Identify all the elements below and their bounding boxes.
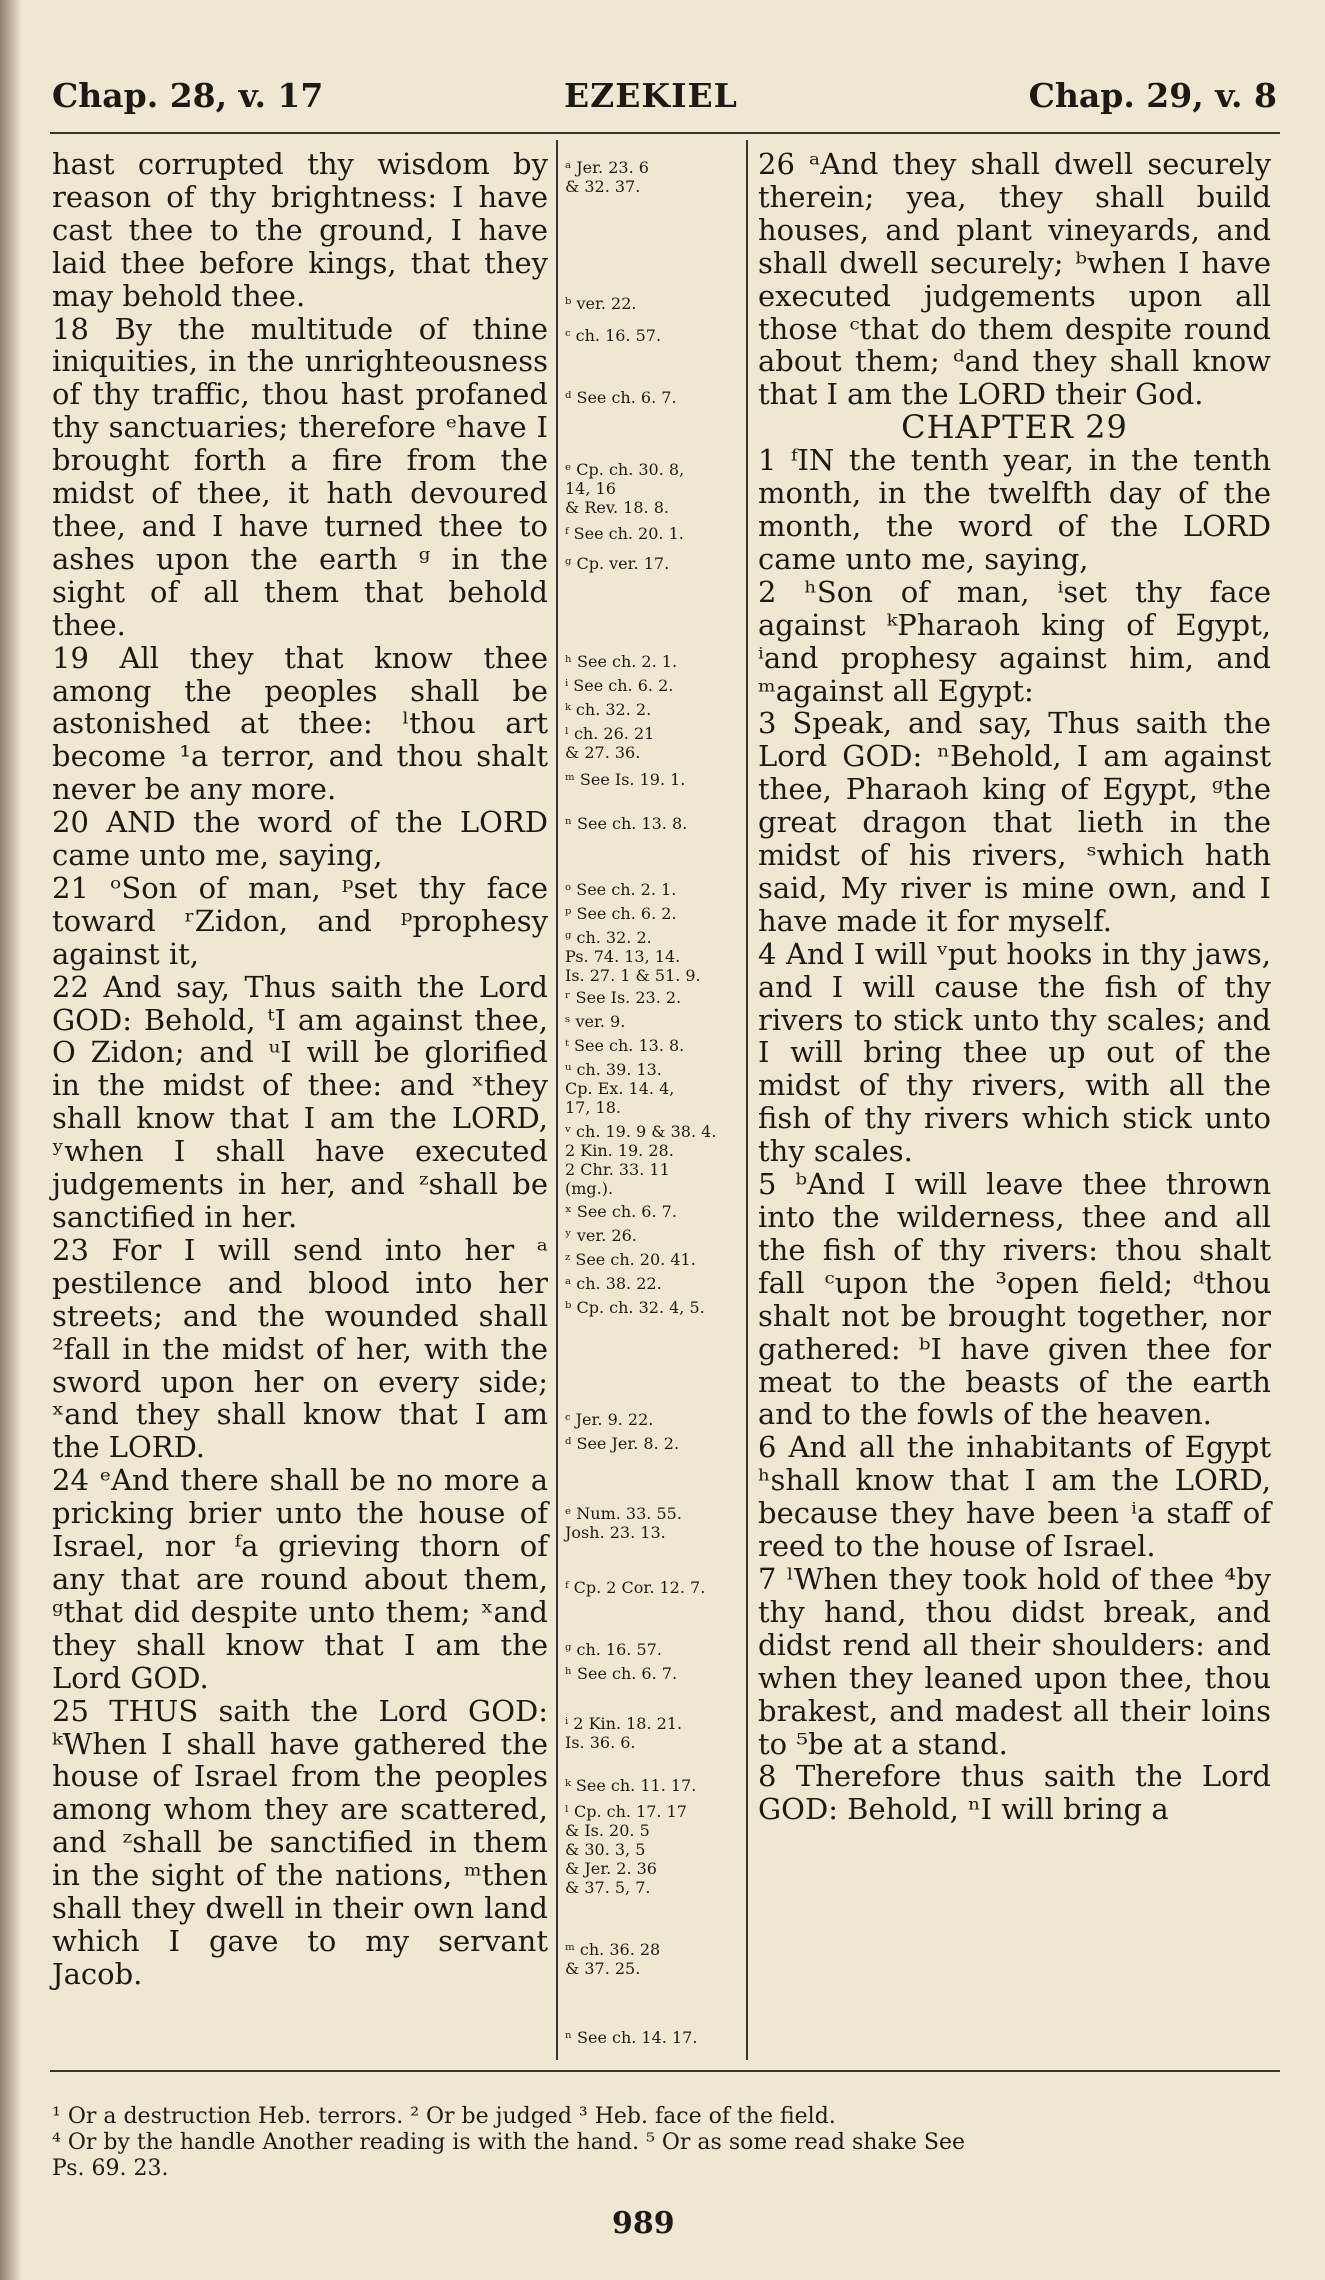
cross-reference-column (565, 148, 743, 2063)
verse-paragraph: 18 By the multitude of thine iniquities, in the unrighteousness of thy traffic, thou hast profaned thy sanctuaries; therefore ᵉhave I brought forth a fire from the midst of thee, it hath devoured thee, and I have turned thee to ashes upon the earth ᵍ in the sight of all them that behold thee. (52, 311, 548, 642)
verse-paragraph: 1 ᶠIN the tenth year, in the tenth month, in the twelfth day of the month, the word of the LORD came unto me, saying, (758, 443, 1271, 576)
cross-reference: ˣ See ch. 6. 7. (565, 1202, 677, 1221)
verse-paragraph: 7 ˡWhen they took hold of thee ⁴by thy hand, thou didst break, and didst rend all their shoulders: and when they leaned upon thee, thou brakest, and madest all their loins to ⁵be at a stand. (758, 1561, 1271, 1761)
cross-reference: ʰ See ch. 2. 1. (565, 652, 678, 671)
verse-paragraph: 3 Speak, and say, Thus saith the Lord GOD: ⁿBehold, I am against thee, Pharaoh king of Egypt, ᵍthe great dragon that lieth in the midst of his rivers, ˢwhich hath said, My river is mine own, and I have made it for myself. (758, 706, 1271, 938)
cross-reference: ᵈ See Jer. 8. 2. (565, 1434, 680, 1453)
cross-reference: ᵛ ch. 19. 9 & 38. 4. 2 Kin. 19. 28. 2 Chr. 33. 11 (mg.). (565, 1122, 717, 1198)
cross-reference: ˡ ch. 26. 21 & 27. 36. (565, 724, 655, 762)
verse-paragraph: 26 ᵃAnd they shall dwell securely therein; yea, they shall build houses, and plant vineyards, and shall dwell securely; ᵇwhen I have executed judgements upon all those ᶜthat do them despite round about them; ᵈand they shall know that I am the LORD their God. (758, 147, 1271, 412)
verse-paragraph: 20 AND the word of the LORD came unto me, saying, (52, 805, 548, 873)
footnote-line: ¹ Or a destruction Heb. terrors. ² Or be judged ³ Heb. face of the field. (52, 2104, 836, 2129)
cross-reference: ᵒ See ch. 2. 1. (565, 880, 677, 899)
header-book-title: EZEKIEL (564, 76, 738, 115)
cross-reference: ᵈ See ch. 6. 7. (565, 388, 677, 407)
cross-reference: ᵉ Num. 33. 55. Josh. 23. 13. (565, 1504, 682, 1542)
cross-reference: ⁱ See ch. 6. 2. (565, 676, 674, 695)
cross-reference: ᵏ See ch. 11. 17. (565, 1776, 697, 1795)
footnote-rule (50, 2070, 1280, 2072)
cross-reference: ˢ ver. 9. (565, 1012, 626, 1031)
cross-reference: ⁱ 2 Kin. 18. 21. Is. 36. 6. (565, 1714, 683, 1752)
cross-reference: ᶜ Jer. 9. 22. (565, 1410, 654, 1429)
cross-reference: ˡ Cp. ch. 17. 17 & Is. 20. 5 & 30. 3, 5 & Jer. 2. 36 & 37. 5, 7. (565, 1802, 687, 1897)
cross-reference: ᵍ Cp. ver. 17. (565, 554, 670, 573)
column-divider-right (746, 140, 748, 2060)
cross-reference: ᶻ See ch. 20. 41. (565, 1250, 696, 1269)
book-spine-shadow (0, 0, 22, 2280)
cross-reference: ⁿ See ch. 14. 17. (565, 2028, 698, 2047)
cross-reference: ᶠ Cp. 2 Cor. 12. 7. (565, 1578, 706, 1597)
cross-reference: ᶠ See ch. 20. 1. (565, 524, 684, 543)
cross-reference: ᵃ Jer. 23. 6 & 32. 37. (565, 158, 649, 196)
footnote-line: ⁴ Or by the handle Another reading is with the hand. ⁵ Or as some read shake See (52, 2130, 965, 2155)
footnote-line: Ps. 69. 23. (52, 2156, 169, 2181)
page-number: 989 (612, 2206, 675, 2241)
chapter-heading: CHAPTER 29 (901, 408, 1128, 447)
verse-paragraph: 5 ᵇAnd I will leave thee thrown into the wilderness, thee and all the fish of thy rivers: thou shalt fall ᶜupon the ³open field; ᵈthou shalt not be brought together, nor gathered: ᵇI have given thee for meat to the beasts of the earth and to the fowls of the heaven. (758, 1167, 1271, 1432)
verse-paragraph: 8 Therefore thus saith the Lord GOD: Behold, ⁿI will bring a (758, 1759, 1271, 1827)
cross-reference: ⁿ See ch. 13. 8. (565, 814, 688, 833)
cross-reference: ᵉ Cp. ch. 30. 8, 14, 16 & Rev. 18. 8. (565, 460, 685, 517)
cross-reference: ᵇ Cp. ch. 32. 4, 5. (565, 1298, 705, 1317)
cross-reference: ʳ See Is. 23. 2. (565, 988, 682, 1007)
cross-reference: ʰ See ch. 6. 7. (565, 1664, 678, 1683)
cross-reference: ᵐ ch. 36. 28 & 37. 25. (565, 1940, 661, 1978)
cross-reference: ʸ ver. 26. (565, 1226, 637, 1245)
left-text-column (52, 148, 548, 1991)
verse-paragraph: hast corrupted thy wisdom by reason of thy brightness: I have cast thee to the ground, I have laid thee before kings, that they may behold thee. (52, 147, 548, 313)
header-right: Chap. 29, v. 8 (1028, 76, 1277, 115)
verse-paragraph: 25 THUS saith the Lord GOD: ᵏWhen I shall have gathered the house of Israel from the peoples among whom they are scattered, and ᶻshall be sanctified in them in the sight of the nations, ᵐthen shall they dwell in their own land which I gave to my servant Jacob. (52, 1693, 548, 1991)
footnotes (52, 2104, 1277, 2182)
verse-paragraph: 2 ʰSon of man, ⁱset thy face against ᵏPharaoh king of Egypt, ⁱand prophesy against him, and ᵐagainst all Egypt: (758, 574, 1271, 708)
cross-reference: ᵏ ch. 32. 2. (565, 700, 652, 719)
cross-reference: ᵗ See ch. 13. 8. (565, 1036, 685, 1055)
right-text-column (758, 148, 1271, 1826)
verse-paragraph: 22 And say, Thus saith the Lord GOD: Behold, ᵗI am against thee, O Zidon; and ᵘI will be glorified in the midst of thee: and ˣthey shall know that I am the LORD, ʸwhen I shall have executed judgements in her, and ᶻshall be sanctified in her. (52, 969, 548, 1234)
cross-reference: ᶜ ch. 16. 57. (565, 326, 662, 345)
cross-reference: ᵇ ver. 22. (565, 294, 637, 313)
cross-reference: ᵐ See Is. 19. 1. (565, 770, 686, 789)
cross-reference: ᵖ See ch. 6. 2. (565, 904, 677, 923)
column-divider-left (556, 140, 558, 2060)
verse-paragraph: 23 For I will send into her ᵃ pestilence and blood into her streets; and the wounded shall ²fall in the midst of her, with the sword upon her on every side; ˣand they shall know that I am the LORD. (52, 1232, 548, 1465)
verse-paragraph: 4 And I will ᵛput hooks in thy jaws, and I will cause the fish of thy rivers to stick unto thy scales; and I will bring thee up out of the midst of thy rivers, with all the fish of thy rivers which stick unto thy scales. (758, 936, 1271, 1169)
cross-reference: ᵘ ch. 39. 13. Cp. Ex. 14. 4, 17, 18. (565, 1060, 675, 1117)
cross-reference: ᵍ ch. 32. 2. Ps. 74. 13, 14. Is. 27. 1 & 51. 9. (565, 928, 701, 985)
header-left: Chap. 28, v. 17 (52, 76, 324, 115)
verse-paragraph: 6 And all the inhabitants of Egypt ʰshall know that I am the LORD, because they have been ⁱa staff of reed to the house of Israel. (758, 1430, 1271, 1564)
cross-reference: ᵃ ch. 38. 22. (565, 1274, 662, 1293)
cross-reference: ᵍ ch. 16. 57. (565, 1640, 662, 1659)
running-header (52, 76, 1277, 126)
verse-paragraph: 19 All they that know thee among the peoples shall be astonished at thee: ˡthou art become ¹a terror, and thou shalt never be any more. (52, 640, 548, 807)
header-rule (50, 132, 1280, 134)
verse-paragraph: 24 ᵉAnd there shall be no more a pricking brier unto the house of Israel, nor ᶠa grieving thorn of any that are round about them, ᵍthat did despite unto them; ˣand they shall know that I am the Lord GOD. (52, 1463, 548, 1695)
verse-paragraph: 21 ᵒSon of man, ᵖset thy face toward ʳZidon, and ᵖprophesy against it, (52, 870, 548, 971)
